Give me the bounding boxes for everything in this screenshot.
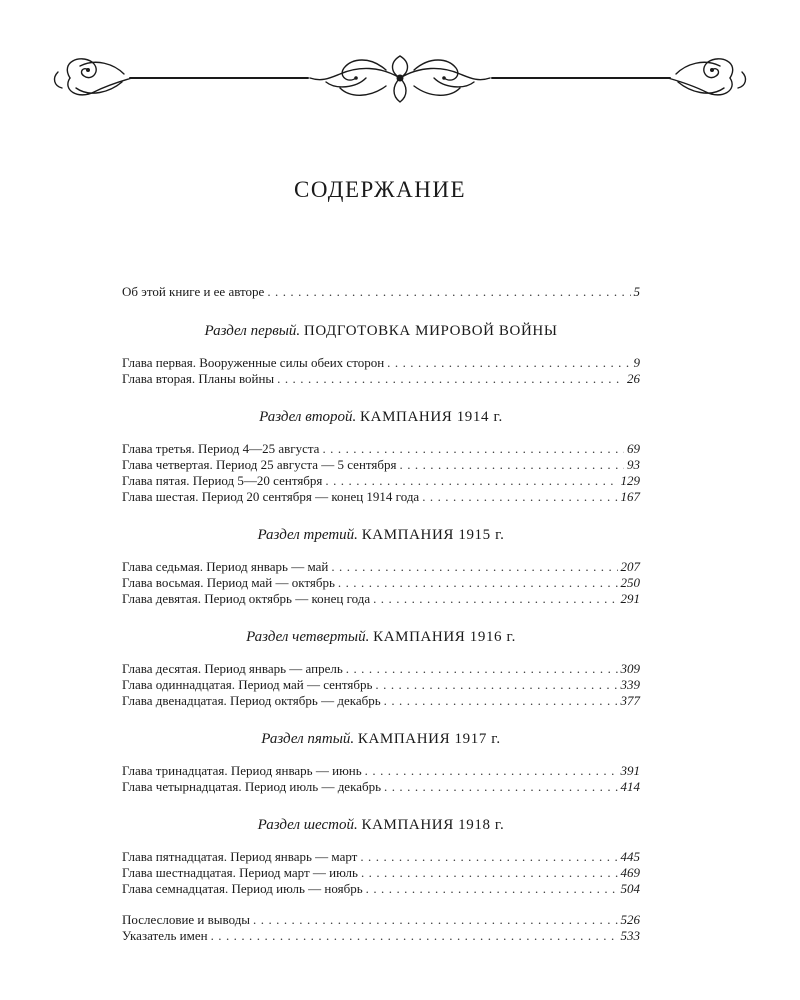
- toc-entry-page: 69: [627, 441, 640, 456]
- toc-entry-page: 129: [620, 473, 640, 488]
- toc-entry-page: 9: [633, 355, 640, 370]
- toc-entry-label: Глава вторая. Планы войны: [122, 371, 275, 386]
- dot-leader: [373, 591, 617, 607]
- toc-entry-page: 469: [620, 865, 640, 880]
- section-title: ПОДГОТОВКА МИРОВОЙ ВОЙНЫ: [303, 323, 558, 339]
- toc-entry[interactable]: [122, 763, 640, 779]
- section-title: КАМПАНИЯ 1918 г.: [361, 817, 505, 833]
- toc-entry-label: Глава девятая. Период октябрь — конец года: [122, 591, 371, 606]
- toc-entry[interactable]: [122, 371, 640, 387]
- toc-entry[interactable]: [122, 677, 640, 693]
- toc-entry-index[interactable]: [122, 928, 640, 944]
- toc-entry-label: Послесловие и выводы: [122, 912, 251, 927]
- section-label: Раздел первый.: [204, 323, 301, 339]
- toc-entry[interactable]: [122, 575, 640, 591]
- dot-leader: [253, 912, 617, 928]
- dot-leader: [338, 575, 618, 591]
- decorative-ornament: [40, 48, 760, 108]
- toc-entry[interactable]: [122, 559, 640, 575]
- toc-entry[interactable]: [122, 473, 640, 489]
- toc-entry-afterword[interactable]: [122, 912, 640, 928]
- toc-entry[interactable]: [122, 693, 640, 709]
- section-title: КАМПАНИЯ 1916 г.: [373, 629, 516, 645]
- toc-entry-label: Глава четвертая. Период 25 августа — 5 сентября: [122, 457, 397, 472]
- toc-entry-label: Глава семнадцатая. Период июль — ноябрь: [122, 881, 363, 896]
- toc-entry-page: 526: [620, 912, 640, 927]
- section-label: Раздел пятый.: [261, 731, 355, 747]
- toc-entry-label: Глава первая. Вооруженные силы обеих сторон: [122, 355, 385, 370]
- page-title: СОДЕРЖАНИЕ: [293, 177, 466, 202]
- dot-leader: [387, 355, 630, 371]
- toc-entry-page: 339: [620, 677, 640, 692]
- dot-leader: [365, 763, 618, 779]
- toc-entry-page: 207: [620, 559, 640, 574]
- toc-entry-page: 26: [627, 371, 640, 386]
- toc-entry-intro[interactable]: [122, 284, 640, 300]
- dot-leader: [322, 441, 624, 457]
- toc-entry-label: Глава тринадцатая. Период январь — июнь: [122, 763, 362, 778]
- section-heading-4: [122, 628, 640, 646]
- section-label: Раздел третий.: [257, 527, 358, 543]
- toc-entry-page: 445: [620, 849, 640, 864]
- toc-entry-label: Глава седьмая. Период январь — май: [122, 559, 329, 574]
- dot-leader: [422, 489, 617, 505]
- toc-entry-label: Об этой книге и ее авторе: [122, 284, 265, 299]
- toc-entry-label: Глава пятая. Период 5—20 сентября: [122, 473, 323, 488]
- dot-leader: [277, 371, 624, 387]
- toc-entry[interactable]: [122, 489, 640, 505]
- dot-leader: [331, 559, 617, 575]
- section-heading-2: [122, 408, 640, 426]
- toc-entry[interactable]: [122, 881, 640, 897]
- toc-entry-label: Глава шестая. Период 20 сентября — конец 1914 года: [122, 489, 420, 504]
- dot-leader: [267, 284, 630, 300]
- section-label: Раздел шестой.: [257, 817, 358, 833]
- toc-entry-page: 504: [620, 881, 640, 896]
- toc-entry-label: Глава четырнадцатая. Период июль — декабрь: [122, 779, 382, 794]
- toc-entry-label: Глава восьмая. Период май — октябрь: [122, 575, 335, 590]
- toc-entry[interactable]: [122, 849, 640, 865]
- section-heading-5: [122, 730, 640, 748]
- toc-entry[interactable]: [122, 441, 640, 457]
- toc-entry-label: Глава третья. Период 4—25 августа: [122, 441, 320, 456]
- dot-leader: [361, 865, 618, 881]
- toc-entry-label: Указатель имен: [122, 928, 208, 943]
- toc-entry[interactable]: [122, 865, 640, 881]
- toc-entry-page: 5: [633, 284, 640, 299]
- dot-leader: [325, 473, 617, 489]
- toc-entry-label: Глава одиннадцатая. Период май — сентябрь: [122, 677, 373, 692]
- toc-entry-page: 533: [620, 928, 640, 943]
- toc-entry[interactable]: [122, 661, 640, 677]
- toc-entry-page: 93: [627, 457, 640, 472]
- toc-entry-page: 414: [620, 779, 640, 794]
- section-title: КАМПАНИЯ 1914 г.: [360, 409, 503, 425]
- section-heading-6: [122, 816, 640, 834]
- toc-entry-page: 291: [620, 591, 640, 606]
- toc-entry-label: Глава пятнадцатая. Период январь — март: [122, 849, 358, 864]
- toc-entry[interactable]: [122, 355, 640, 371]
- table-of-contents: [122, 284, 640, 944]
- toc-entry[interactable]: [122, 457, 640, 473]
- toc-entry-page: 309: [620, 661, 640, 676]
- toc-entry-label: Глава десятая. Период январь — апрель: [122, 661, 343, 676]
- dot-leader: [366, 881, 618, 897]
- section-title: КАМПАНИЯ 1917 г.: [357, 731, 501, 747]
- dot-leader: [384, 693, 618, 709]
- section-label: Раздел второй.: [259, 409, 357, 425]
- toc-entry-label: Глава шестнадцатая. Период март — июль: [122, 865, 358, 880]
- dot-leader: [360, 849, 617, 865]
- dot-leader: [346, 661, 618, 677]
- toc-entry-page: 250: [620, 575, 640, 590]
- dot-leader: [375, 677, 617, 693]
- dot-leader: [384, 779, 617, 795]
- toc-entry-page: 167: [620, 489, 640, 504]
- toc-entry-label: Глава двенадцатая. Период октябрь — декабрь: [122, 693, 381, 708]
- section-heading-1: [122, 322, 640, 340]
- dot-leader: [400, 457, 625, 473]
- toc-entry[interactable]: [122, 779, 640, 795]
- section-heading-3: [122, 526, 640, 544]
- toc-entry-page: 377: [620, 693, 640, 708]
- section-title: КАМПАНИЯ 1915 г.: [361, 527, 505, 543]
- dot-leader: [211, 928, 618, 944]
- toc-entry[interactable]: [122, 591, 640, 607]
- section-label: Раздел четвертый.: [246, 629, 370, 645]
- toc-entry-page: 391: [620, 763, 640, 778]
